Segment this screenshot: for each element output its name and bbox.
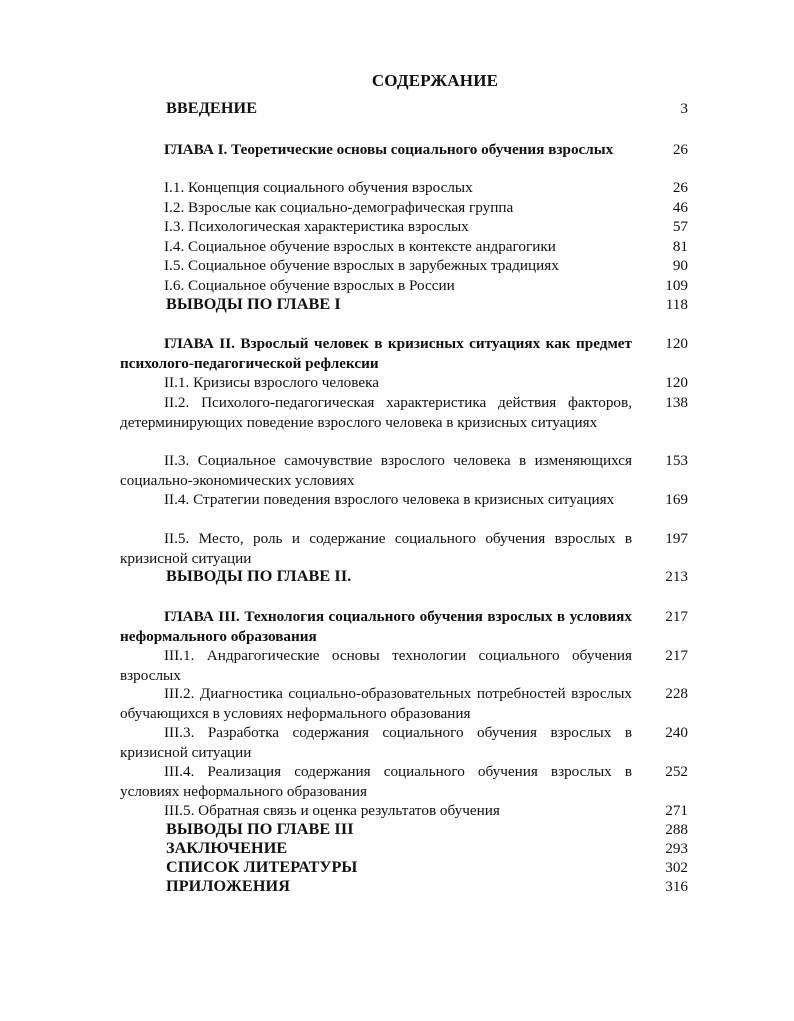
toc-page-number: 228	[665, 685, 688, 702]
toc-page-number: 120	[665, 374, 688, 391]
toc-page-number: 3	[680, 100, 688, 117]
toc-page-number: 316	[665, 878, 688, 895]
toc-entry-text: III.5. Обратная связь и оценка результатов обучения	[164, 802, 500, 819]
toc-page-number: 217	[665, 608, 688, 625]
toc-page-number: 240	[665, 724, 688, 741]
toc-page-number: 197	[665, 530, 688, 547]
toc-entry-text: II.2. Психолого-педагогическая характеристика действия факторов, детерминирующих поведение взрослого человека в кризисных ситуациях	[120, 394, 632, 431]
toc-page-number: 57	[672, 218, 688, 235]
toc-entry-text: ГЛАВА I. Теоретические основы социального обучения взрослых	[164, 141, 614, 158]
toc-entry-text: ПРИЛОЖЕНИЯ	[166, 877, 290, 895]
toc-page-number: 81	[672, 238, 688, 255]
toc-page-number: 138	[665, 394, 688, 411]
toc-entry-text: II.3. Социальное самочувствие взрослого человека в изменяющихся социально-экономических условиях	[120, 452, 632, 489]
toc-entry-text: II.4. Стратегии поведения взрослого человека в кризисных ситуациях	[164, 491, 615, 508]
toc-entry-text: СПИСОК ЛИТЕРАТУРЫ	[166, 858, 358, 876]
page-title: СОДЕРЖАНИЕ	[371, 71, 499, 90]
toc-entry-text: III.1. Андрагогические основы технологии социального обучения взрослых	[120, 647, 632, 684]
toc-entry-text: I.3. Психологическая характеристика взрослых	[164, 218, 469, 235]
toc-entry-text: ГЛАВА III. Технология социального обучения взрослых в условиях неформального образования	[120, 608, 632, 645]
toc-entry-text: I.5. Социальное обучение взрослых в зарубежных традициях	[164, 257, 559, 274]
toc-entry-text: II.1. Кризисы взрослого человека	[164, 374, 379, 391]
toc-entry-text: ВЫВОДЫ ПО ГЛАВЕ III	[166, 820, 354, 838]
toc-page-number: 26	[672, 141, 688, 158]
toc-entry-text: I.1. Концепция социального обучения взрослых	[164, 179, 473, 196]
toc-page-number: 302	[665, 859, 688, 876]
toc-entry-text: ЗАКЛЮЧЕНИЕ	[166, 839, 288, 857]
toc-entry-text: I.4. Социальное обучение взрослых в контексте андрагогики	[164, 238, 556, 255]
toc-entry-text: III.4. Реализация содержания социального обучения взрослых в условиях неформального образования	[120, 763, 632, 800]
toc-page-number: 293	[665, 840, 688, 857]
toc-page-number: 90	[672, 257, 688, 274]
toc-entry-text: ГЛАВА II. Взрослый человек в кризисных ситуациях как предмет психолого-педагогической рефлексии	[120, 335, 632, 372]
toc-entry-text: II.5. Место, роль и содержание социального обучения взрослых в кризисной ситуации	[120, 530, 632, 567]
toc-page-number: 26	[672, 179, 688, 196]
toc-entry-text: ВЫВОДЫ ПО ГЛАВЕ II.	[166, 567, 352, 585]
toc-page-number: 109	[665, 277, 688, 294]
toc-page-number: 153	[665, 452, 688, 469]
toc-page-number: 169	[665, 491, 688, 508]
toc-entry-text: ВВЕДЕНИЕ	[166, 99, 258, 117]
toc-page-number: 288	[665, 821, 688, 838]
toc-entry-text: ВЫВОДЫ ПО ГЛАВЕ I	[166, 295, 341, 313]
toc-entry-text: III.3. Разработка содержания социального обучения взрослых в кризисной ситуации	[120, 724, 632, 761]
toc-entry-text: I.6. Социальное обучение взрослых в России	[164, 277, 455, 294]
toc-page-number: 252	[665, 763, 688, 780]
toc-page-number: 46	[672, 199, 688, 216]
toc-page-number: 217	[665, 647, 688, 664]
toc-entry-text: III.2. Диагностика социально-образовательных потребностей взрослых обучающихся в условиях неформального образования	[120, 685, 632, 722]
toc-entry-text: I.2. Взрослые как социально-демографическая группа	[164, 199, 514, 216]
toc-page-number: 120	[665, 335, 688, 352]
toc-page-number: 213	[665, 568, 688, 585]
toc-page-number: 271	[665, 802, 688, 819]
toc-page-number: 118	[665, 296, 688, 313]
